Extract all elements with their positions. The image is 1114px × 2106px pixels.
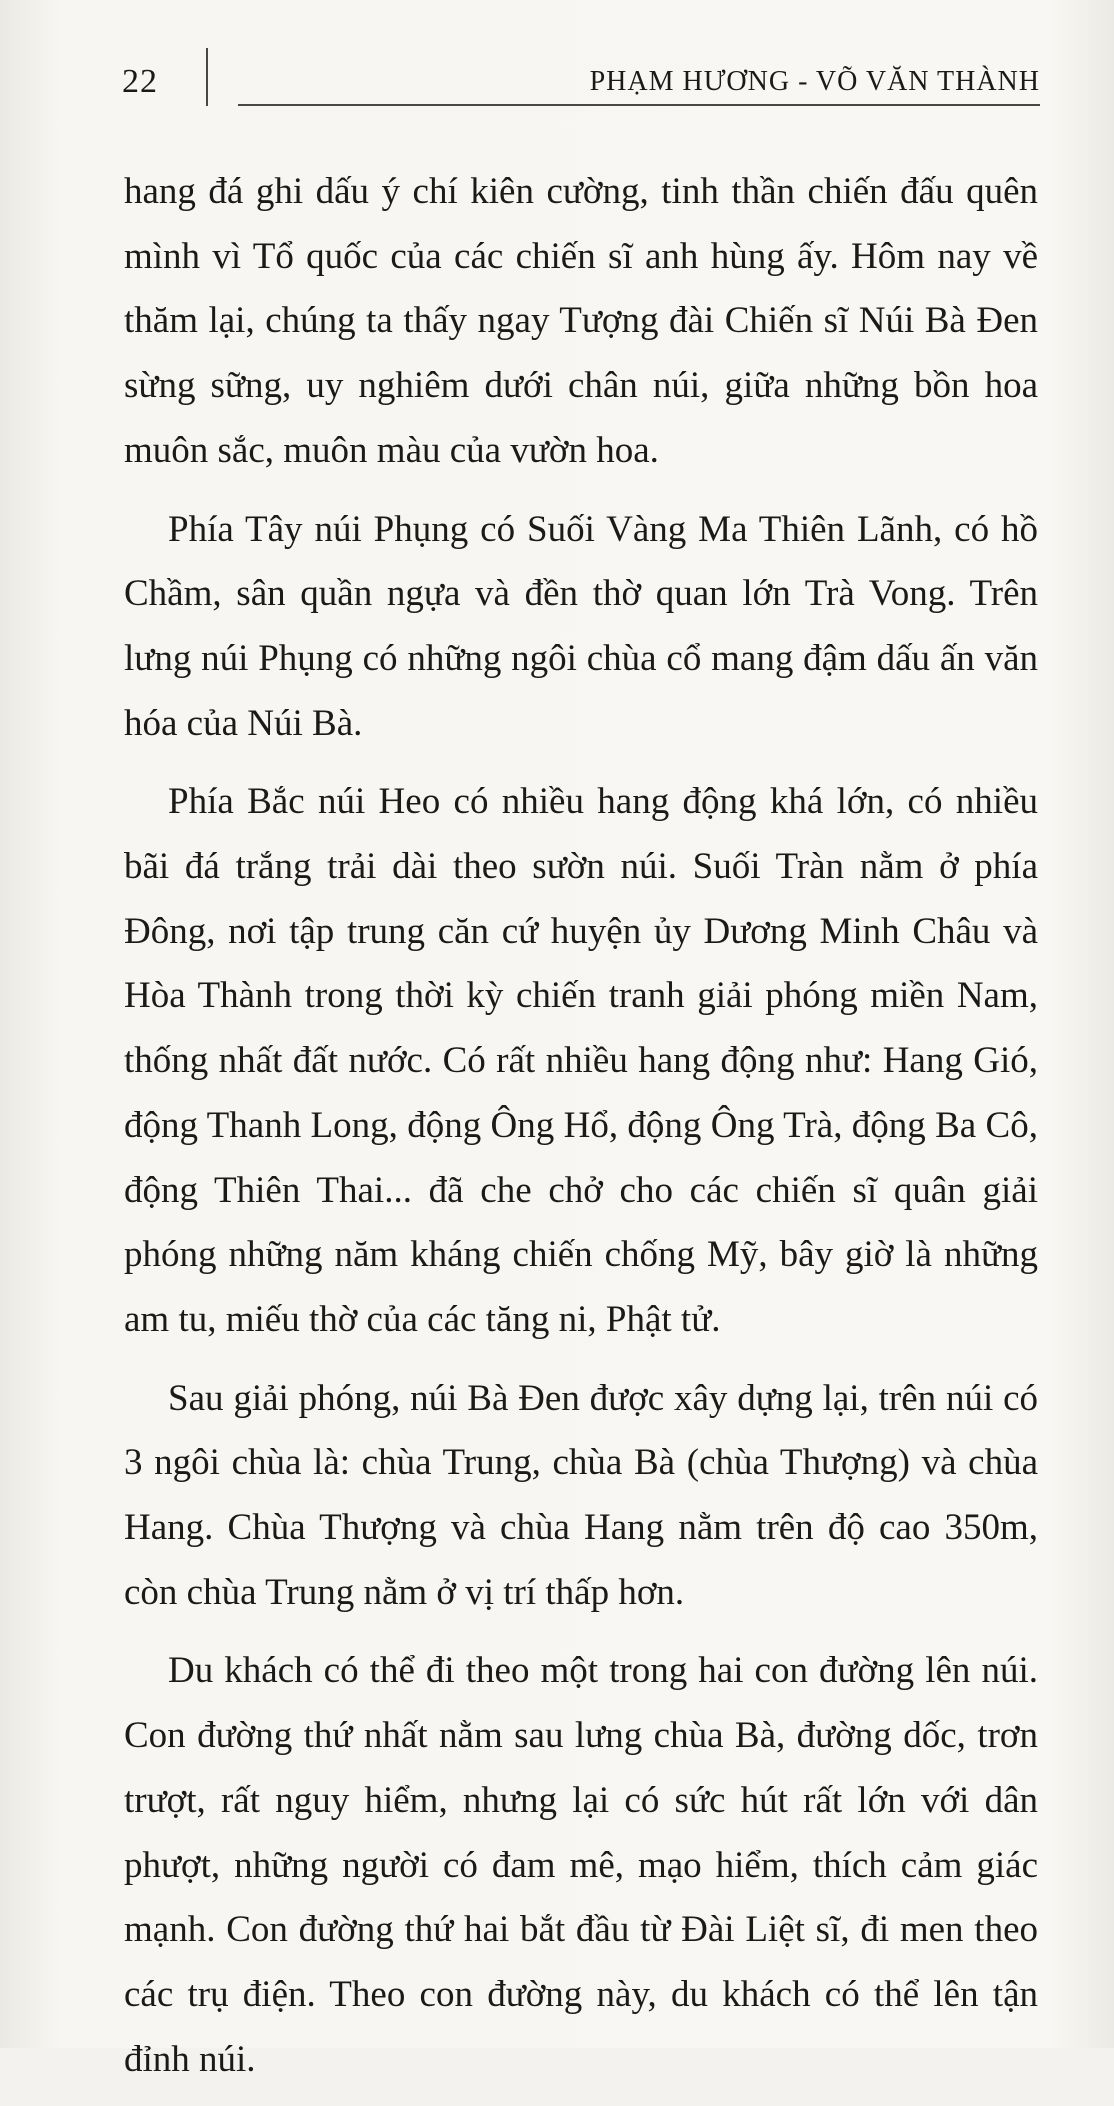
header-vertical-divider	[206, 48, 208, 106]
header-rule	[238, 104, 1040, 106]
page-header	[0, 0, 1114, 120]
paragraph-3: Phía Bắc núi Heo có nhiều hang động khá lớn, có nhiều bãi đá trắng trải dài theo sườn núi. Suối Tràn nằm ở phía Đông, nơi tập trung căn cứ huyện ủy Dương Minh Châu và Hòa Thành trong thời kỳ chiến tranh giải phóng miền Nam, thống nhất đất nước. Có rất nhiều hang động như: Hang Gió, động Thanh Long, động Ông Hổ, động Ông Trà, động Ba Cô, động Thiên Thai... đã che chở cho các chiến sĩ quân giải phóng những năm kháng chiến chống Mỹ, bây giờ là những am tu, miếu thờ của các tăng ni, Phật tử.	[124, 781, 1038, 1340]
paragraph-1: hang đá ghi dấu ý chí kiên cường, tinh thần chiến đấu quên mình vì Tổ quốc của các chiến sĩ anh hùng ấy. Hôm nay về thăm lại, chúng ta thấy ngay Tượng đài Chiến sĩ Núi Bà Đen sừng sững, uy nghiêm dưới chân núi, giữa những bồn hoa muôn sắc, muôn màu của vườn hoa.	[124, 171, 1038, 471]
running-head-authors: PHẠM HƯƠNG - VÕ VĂN THÀNH	[589, 66, 1040, 97]
page-number: 22	[122, 63, 158, 100]
paragraph-4: Sau giải phóng, núi Bà Đen được xây dựng lại, trên núi có 3 ngôi chùa là: chùa Trung, chùa Bà (chùa Thượng) và chùa Hang. Chùa Thượng và chùa Hang nằm trên độ cao 350m, còn chùa Trung nằm ở vị trí thấp hơn.	[124, 1377, 1038, 1613]
paragraph-5: Du khách có thể đi theo một trong hai con đường lên núi. Con đường thứ nhất nằm sau lưng chùa Bà, đường dốc, trơn trượt, rất nguy hiểm, nhưng lại có sức hút rất lớn với dân phượt, những người có đam mê, mạo hiểm, thích cảm giác mạnh. Con đường thứ hai bắt đầu từ Đài Liệt sĩ, đi men theo các trụ điện. Theo con đường này, du khách có thể lên tận đỉnh núi.	[124, 1650, 1038, 2080]
paragraph-2: Phía Tây núi Phụng có Suối Vàng Ma Thiên Lãnh, có hồ Chầm, sân quần ngựa và đền thờ quan lớn Trà Vong. Trên lưng núi Phụng có những ngôi chùa cổ mang đậm dấu ấn văn hóa của Núi Bà.	[124, 508, 1038, 744]
body-text	[124, 160, 1038, 2106]
